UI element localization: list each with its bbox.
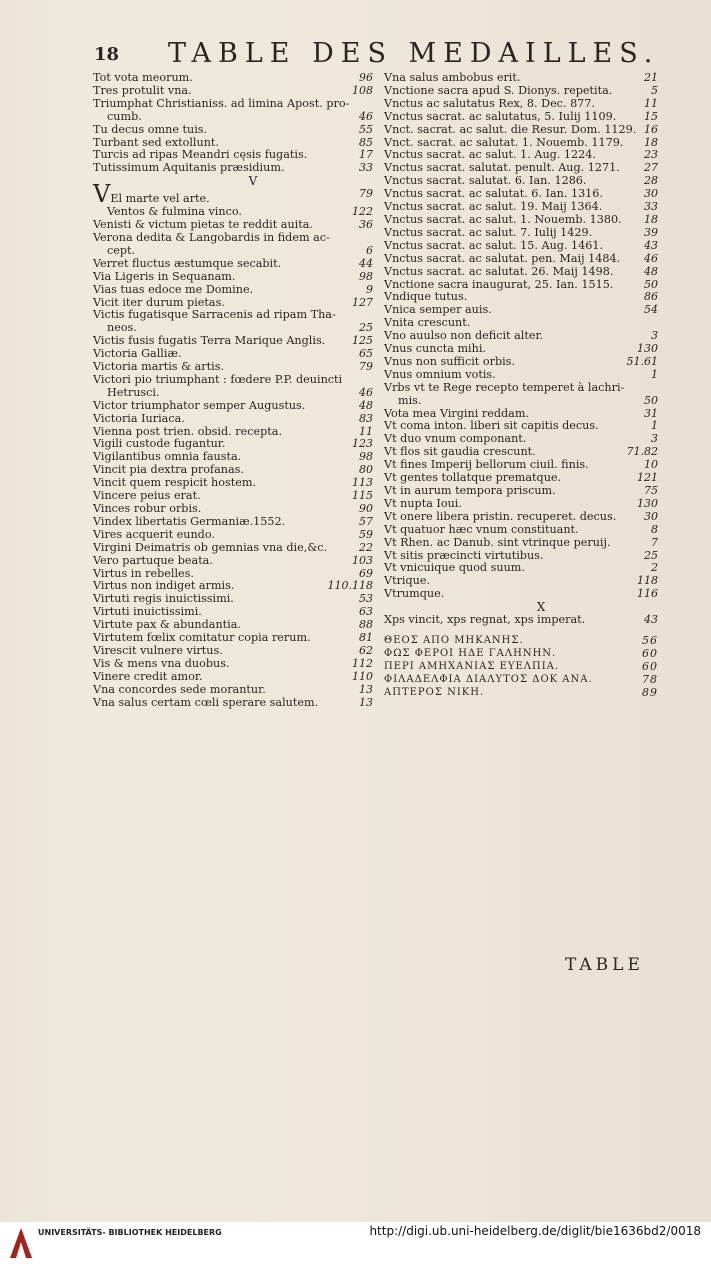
entry-page-ref: 79 (359, 360, 373, 374)
entry-page-ref: 39 (644, 225, 658, 239)
entry-text: Vnctus ac salutatus Rex, 8. Dec. 877. (384, 96, 595, 110)
index-entry (93, 284, 373, 297)
entry-text: Via Ligeris in Sequanam. (93, 269, 236, 283)
entry-page-ref: 103 (352, 553, 373, 567)
entry-page-ref: 50 (644, 277, 658, 291)
entry-page-ref: 63 (359, 605, 373, 619)
entry-page-ref: 112 (352, 656, 373, 670)
entry-page-ref: 113 (352, 476, 373, 490)
entry-page-ref: 78 (642, 672, 658, 686)
entry-text: Vnct. sacrat. ac salutat. 1. Nouemb. 1179. (384, 135, 624, 149)
entry-page-ref: 48 (644, 264, 658, 278)
entry-text: Tot vota meorum. (93, 71, 193, 84)
entry-page-ref: 88 (359, 618, 373, 632)
entry-page-ref: 57 (359, 514, 373, 528)
entry-page-ref: 46 (359, 385, 373, 399)
entry-page-ref: 18 (644, 135, 658, 149)
entry-page-ref: 85 (359, 135, 373, 149)
entry-text: ΦΙΛΑΔΕΛΦΙΑ ΔΙΑΛΥΤΟΣ ΔΟΚ ΑΝΑ. (384, 673, 593, 685)
entry-page-ref: 90 (359, 502, 373, 515)
entry-text: Vndique tutus. (384, 290, 468, 304)
right-column (384, 72, 658, 700)
entry-page-ref: 130 (637, 342, 658, 356)
entry-page-ref: 123 (352, 437, 373, 451)
index-entry (384, 85, 658, 98)
entry-page-ref: 3 (651, 329, 658, 343)
index-entry (384, 635, 658, 648)
entry-text: Xps vincit, xps regnat, xps imperat. (384, 613, 586, 627)
index-entry (384, 356, 658, 369)
entry-text: El marte vel arte. (110, 192, 210, 206)
index-entry (93, 245, 373, 258)
index-entry (384, 72, 658, 85)
entry-page-ref: 30 (644, 509, 658, 523)
entry-text: Vigili custode fugantur. (93, 437, 226, 451)
index-entry (384, 687, 658, 700)
entry-page-ref: 11 (359, 424, 373, 438)
entry-page-ref: 31 (644, 406, 658, 420)
entry-text: Virtutem fœlix comitatur copia rerum. (93, 631, 311, 645)
entry-page-ref: 60 (642, 646, 658, 660)
entry-text: Hetrusci. (107, 385, 160, 399)
entry-page-ref: 55 (359, 122, 373, 136)
entry-page-ref: 65 (359, 347, 373, 361)
index-entry (93, 658, 373, 671)
entry-text: Vindex libertatis Germaniæ.1552. (93, 514, 286, 528)
section-letter: V (248, 174, 258, 189)
entry-text: Vias tuas edoce me Domine. (93, 282, 254, 296)
entry-page-ref: 7 (651, 535, 658, 549)
entry-page-ref: 28 (644, 174, 658, 188)
entry-text: Victori pio triumphant : fœdere P.P. deuincti (93, 372, 343, 386)
page-header (94, 38, 674, 72)
entry-page-ref: 48 (359, 398, 373, 412)
entry-text: Virtus non indiget armis. (93, 579, 235, 593)
index-entry (93, 72, 373, 85)
index-entry (384, 498, 658, 511)
entry-page-ref: 33 (644, 200, 658, 214)
entry-text: neos. (107, 321, 137, 335)
entry-page-ref: 116 (637, 587, 658, 601)
entry-page-ref: 46 (359, 109, 373, 123)
entry-page-ref: 127 (352, 295, 373, 309)
entry-text: Vnus cuncta mihi. (384, 342, 486, 356)
entry-page-ref: 13 (359, 682, 373, 696)
entry-text: Vt sitis præcincti virtutibus. (384, 548, 544, 562)
entry-page-ref: 96 (359, 71, 373, 84)
entry-text: Vinere credit amor. (93, 669, 203, 683)
entry-text: Vincit pia dextra profanas. (93, 463, 244, 477)
entry-page-ref: 15 (644, 109, 658, 123)
entry-page-ref: 121 (637, 471, 658, 485)
entry-text: Turbant sed extollunt. (93, 135, 219, 149)
index-entry (384, 485, 658, 498)
entry-text: Vt quatuor hæc vnum constituant. (384, 522, 579, 536)
entry-page-ref: 108 (352, 83, 373, 97)
entry-text: cept. (107, 243, 136, 257)
entry-text: Turcis ad ripas Meandri cęsis fugatis. (93, 148, 308, 162)
entry-page-ref: 75 (644, 484, 658, 497)
index-entry (384, 588, 658, 601)
entry-text: Vincit quem respicit hostem. (93, 476, 257, 490)
entry-text: Vna concordes sede morantur. (93, 682, 266, 696)
index-entry (93, 400, 373, 413)
entry-text: Vtrumque. (384, 587, 445, 601)
entry-page-ref: 110 (352, 669, 373, 683)
entry-text: Victoria Galliæ. (93, 347, 182, 361)
index-entry (384, 661, 658, 674)
entry-page-ref: 1 (651, 419, 658, 433)
entry-text: Vnctus sacrat. ac salut. 19. Maij 1364. (384, 200, 603, 214)
drop-cap: V (93, 180, 111, 209)
entry-page-ref: 13 (359, 695, 373, 709)
entry-page-ref: 2 (651, 561, 658, 575)
index-entry (93, 162, 373, 175)
entry-text: Virtuti regis inuictissimi. (93, 592, 234, 606)
index-entry (93, 374, 373, 387)
entry-text: Ventos & fulmina vinco. (107, 205, 242, 219)
entry-text: Vicit iter durum pietas. (93, 295, 225, 309)
entry-page-ref: 83 (359, 411, 373, 425)
entry-text: ΠΕΡΙ ΑΜΗΧΑΝΙΑΣ ΕΥΕΛΠΙΑ. (384, 660, 560, 672)
entry-text: Vt duo vnum componant. (384, 432, 527, 446)
entry-page-ref: 79 (359, 187, 373, 201)
entry-page-ref: 122 (352, 205, 373, 219)
entry-page-ref: 89 (642, 685, 658, 699)
entry-page-ref: 17 (359, 148, 373, 162)
entry-page-ref: 6 (366, 243, 373, 257)
entry-page-ref: 62 (359, 643, 373, 657)
entry-text: Vnctus sacrat. salutat. 6. Ian. 1286. (384, 174, 587, 188)
entry-page-ref: 54 (644, 303, 658, 317)
index-entry (384, 369, 658, 382)
entry-text: Tres protulit vna. (93, 83, 192, 97)
entry-page-ref: 98 (359, 450, 373, 464)
catchword: TABLE (565, 955, 644, 975)
entry-text: Vota mea Virgini reddam. (384, 406, 529, 420)
section-letter: X (536, 600, 546, 615)
index-entry (384, 511, 658, 524)
entry-text: Tutissimum Aquitanis præsidium. (93, 161, 285, 175)
entry-text: Tu decus omne tuis. (93, 122, 208, 136)
index-entry (384, 240, 658, 253)
entry-text: Verret fluctus æstumque secabit. (93, 256, 282, 270)
entry-text: Vincere peius erat. (93, 489, 201, 503)
index-entry (384, 382, 658, 395)
index-entry (384, 124, 658, 137)
entry-text: Vnctus sacrat. ac salutat. pen. Maij 1484. (384, 251, 621, 265)
entry-page-ref: 27 (644, 161, 658, 175)
entry-page-ref: 81 (359, 631, 373, 645)
entry-page-ref: 44 (359, 256, 373, 270)
entry-text: Vrbs vt te Rege recepto temperet à lachri- (384, 380, 625, 394)
entry-text: Vt onere libera pristin. recuperet. decus. (384, 509, 617, 523)
index-entry (93, 258, 373, 271)
entry-text: Vt in aurum tempora priscum. (384, 484, 556, 497)
entry-page-ref: 43 (644, 613, 658, 627)
entry-text: Vtrique. (384, 574, 431, 588)
index-entry (384, 614, 658, 627)
entry-text: Vnctus sacrat. salutat. penult. Aug. 1271. (384, 161, 620, 175)
entry-text: Virtute pax & abundantia. (93, 618, 241, 632)
index-entry (384, 537, 658, 550)
index-entry (93, 98, 373, 111)
library-name: UNIVERSITÄTS- BIBLIOTHEK HEIDELBERG (38, 1228, 222, 1237)
page-url-link[interactable]: http://digi.ub.uni-heidelberg.de/diglit/bie1636bd2/0018 (369, 1224, 701, 1238)
entry-page-ref: 3 (651, 432, 658, 446)
entry-text: ΑΠΤΕΡΟΣ ΝΙΚΗ. (384, 686, 485, 698)
entry-page-ref: 80 (359, 463, 373, 477)
entry-text: Vnus omnium votis. (384, 367, 496, 381)
entry-text: ΦΩΣ ΦΕΡΟΙ ΗΔΕ ΓΑΛΗΝΗΝ. (384, 647, 557, 659)
entry-text: Vt flos sit gaudia crescunt. (384, 445, 536, 459)
entry-text: Triumphat Christianiss. ad limina Apost. pro- (93, 96, 350, 110)
entry-page-ref: 23 (644, 148, 658, 162)
entry-page-ref: 30 (644, 187, 658, 201)
entry-text: Vis & mens vna duobus. (93, 656, 230, 670)
index-entry (384, 253, 658, 266)
entry-text: Vnctus sacrat. ac salut. 15. Aug. 1461. (384, 238, 604, 252)
index-entry (93, 671, 373, 684)
entry-text: Vt coma inton. liberi sit capitis decus. (384, 419, 599, 433)
index-entry (384, 524, 658, 537)
entry-text: Vnctione sacra apud S. Dionys. repetita. (384, 83, 613, 97)
entry-page-ref: 11 (644, 96, 658, 110)
entry-page-ref: 118 (637, 574, 658, 588)
entry-page-ref: 16 (644, 122, 658, 136)
index-entry (93, 85, 373, 98)
index-entry (93, 645, 373, 658)
entry-text: Verona dedita & Langobardis in fidem ac- (93, 230, 330, 244)
entry-page-ref: 110.118 (327, 579, 373, 593)
entry-text: Victis fusis fugatis Terra Marique Anglis. (93, 334, 326, 348)
entry-text: Vnctus sacrat. ac salutat. 6. Ian. 1316. (384, 187, 603, 201)
entry-page-ref: 125 (352, 334, 373, 348)
entry-page-ref: 5 (651, 83, 658, 97)
entry-text: Vnct. sacrat. ac salut. die Resur. Dom. 1129. (384, 122, 637, 136)
entry-page-ref: 1 (651, 367, 658, 381)
entry-page-ref: 56 (642, 634, 658, 648)
running-head: TABLE DES MEDAILLES. (168, 38, 660, 69)
entry-text: Virescit vulnere virtus. (93, 643, 223, 657)
index-entry (93, 232, 373, 245)
entry-page-ref: 53 (359, 592, 373, 606)
index-entry (93, 271, 373, 284)
entry-text: ΘΕΟΣ ΑΠΟ ΜΗΚΑΝΗΣ. (384, 635, 524, 647)
index-entry (384, 395, 658, 408)
entry-page-ref: 98 (359, 269, 373, 283)
entry-page-ref: 8 (651, 522, 658, 536)
index-entry (93, 387, 373, 400)
entry-text: cumb. (107, 109, 142, 123)
entry-text: Vnctus sacrat. ac salut. 1. Nouemb. 1380. (384, 212, 622, 226)
entry-text: Vt gentes tollatque prematque. (384, 471, 562, 485)
entry-text: Vero partuque beata. (93, 553, 213, 567)
index-entry (93, 503, 373, 516)
entry-page-ref: 59 (359, 527, 373, 541)
entry-text: Victoria martis & artis. (93, 360, 225, 374)
entry-text: Virtus in rebelles. (93, 566, 194, 580)
index-entry (93, 124, 373, 137)
entry-text: Vnita crescunt. (384, 316, 471, 330)
index-entry (384, 227, 658, 240)
entry-text: Vno auulso non deficit alter. (384, 329, 544, 343)
entry-text: Vnica semper auis. (384, 303, 492, 317)
index-entry (93, 180, 373, 209)
entry-page-ref: 46 (644, 251, 658, 265)
entry-text: Vna salus certam cœli sperare salutem. (93, 695, 319, 709)
left-column (93, 72, 373, 710)
entry-page-ref: 60 (642, 659, 658, 673)
entry-text: Vnctus sacrat. ac salut. 1. Aug. 1224. (384, 148, 596, 162)
entry-text: Vinces robur orbis. (93, 502, 202, 515)
index-entry (93, 684, 373, 697)
entry-text: Vt fines Imperij bellorum ciuil. finis. (384, 458, 589, 472)
index-entry (93, 529, 373, 542)
entry-page-ref: 21 (644, 71, 658, 84)
spacer (384, 627, 658, 635)
entry-page-ref: 33 (359, 161, 373, 175)
index-entry (93, 413, 373, 426)
entry-text: Vnctus sacrat. ac salutatus, 5. Iulij 1109. (384, 109, 617, 123)
index-entry (384, 214, 658, 227)
index-entry (93, 542, 373, 555)
entry-text: Vnctus sacrat. ac salut. 7. Iulij 1429. (384, 225, 593, 239)
index-entry (384, 343, 658, 356)
entry-page-ref: 25 (644, 548, 658, 562)
library-logo-icon (8, 1226, 34, 1260)
entry-page-ref: 43 (644, 238, 658, 252)
entry-page-ref: 71.82 (626, 445, 658, 459)
index-entry (384, 266, 658, 279)
entry-page-ref: 25 (359, 321, 373, 335)
page-number: 18 (94, 44, 120, 65)
entry-text: Victoria Iuriaca. (93, 411, 185, 425)
entry-text: Vires acquerit eundo. (93, 527, 215, 541)
index-entry (93, 555, 373, 568)
entry-text: Vienna post trien. obsid. recepta. (93, 424, 282, 438)
index-entry (93, 516, 373, 529)
index-entry (384, 98, 658, 111)
entry-text: Vigilantibus omnia fausta. (93, 450, 242, 464)
entry-page-ref: 51.61 (626, 354, 658, 368)
entry-text: Vna salus ambobus erit. (384, 71, 521, 84)
entry-page-ref: 10 (644, 458, 658, 472)
entry-text: Vnus non sufficit orbis. (384, 354, 515, 368)
index-entry (93, 361, 373, 374)
entry-page-ref: 50 (644, 393, 658, 407)
index-entry (384, 674, 658, 687)
entry-text: Virgini Deimatris ob gemnias vna die,&c. (93, 540, 328, 554)
index-entry (384, 111, 658, 124)
entry-page-ref: 86 (644, 290, 658, 304)
entry-text: Vnctus sacrat. ac salutat. 26. Maij 1498. (384, 264, 614, 278)
entry-text: Vnctione sacra inaugurat, 25. Ian. 1515. (384, 277, 614, 291)
entry-page-ref: 22 (359, 540, 373, 554)
entry-text: Vt vnicuique quod suum. (384, 561, 525, 575)
index-entry (93, 111, 373, 124)
entry-text: Virtuti inuictissimi. (93, 605, 202, 619)
entry-text: Victor triumphator semper Augustus. (93, 398, 306, 412)
index-entry (384, 648, 658, 661)
entry-text: mis. (398, 393, 422, 407)
entry-page-ref: 18 (644, 212, 658, 226)
entry-text: Vt Rhen. ac Danub. sint vtrinque peruij. (384, 535, 611, 549)
entry-page-ref: 69 (359, 566, 373, 580)
index-entry (93, 697, 373, 710)
entry-page-ref: 130 (637, 496, 658, 510)
entry-text: Vt nupta Ioui. (384, 496, 462, 510)
entry-text: Victis fugatisque Sarracenis ad ripam Tha- (93, 308, 336, 322)
entry-page-ref: 9 (366, 282, 373, 296)
entry-page-ref: 115 (352, 489, 373, 503)
entry-text: Venisti & victum pietas te reddit auita. (93, 218, 313, 232)
entry-page-ref: 36 (359, 218, 373, 232)
